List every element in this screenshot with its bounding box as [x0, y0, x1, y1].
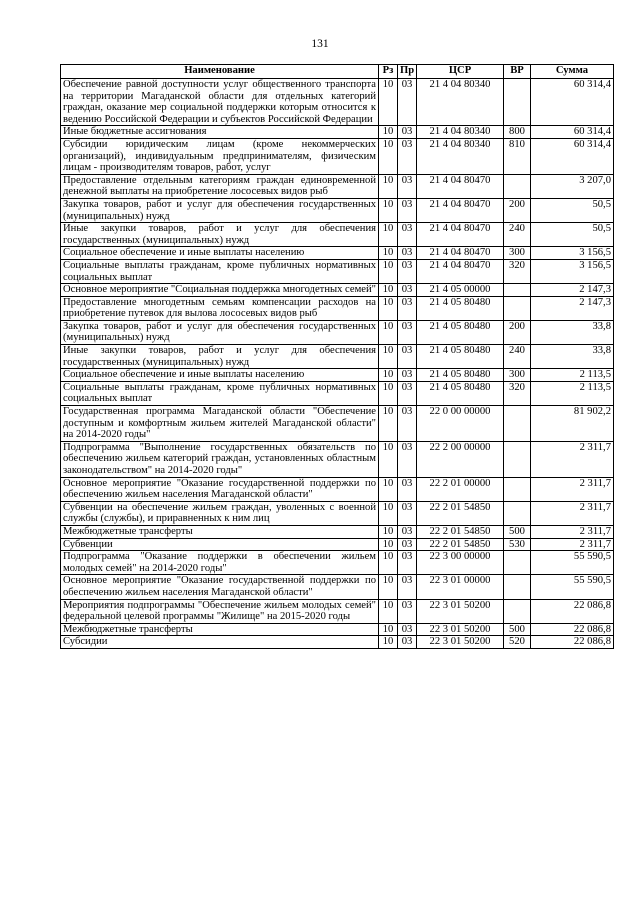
cell-pr: 03 — [398, 296, 417, 320]
cell-csr: 21 4 04 80470 — [417, 259, 504, 283]
cell-sum: 55 590,5 — [531, 551, 614, 575]
cell-csr: 22 3 01 50200 — [417, 623, 504, 636]
cell-sum: 22 086,8 — [531, 599, 614, 623]
cell-sum: 81 902,2 — [531, 406, 614, 442]
cell-name: Субсидии — [61, 636, 379, 649]
cell-rz: 10 — [379, 345, 398, 369]
cell-pr: 03 — [398, 223, 417, 247]
cell-rz: 10 — [379, 138, 398, 174]
cell-rz: 10 — [379, 223, 398, 247]
cell-csr: 22 2 01 54850 — [417, 525, 504, 538]
cell-vr: 240 — [504, 223, 531, 247]
table-row — [61, 406, 614, 442]
budget-table — [60, 64, 614, 649]
cell-rz: 10 — [379, 406, 398, 442]
cell-name: Иные закупки товаров, работ и услуг для обеспечения государственных (муниципальных) нужд — [61, 223, 379, 247]
table-body — [61, 79, 614, 649]
cell-sum: 3 207,0 — [531, 174, 614, 198]
table-row — [61, 223, 614, 247]
cell-rz: 10 — [379, 623, 398, 636]
cell-sum: 2 113,5 — [531, 369, 614, 382]
cell-sum: 55 590,5 — [531, 575, 614, 599]
cell-sum: 2 147,3 — [531, 284, 614, 297]
table-row — [61, 284, 614, 297]
cell-sum: 2 311,7 — [531, 525, 614, 538]
cell-name: Социальное обеспечение и иные выплаты населению — [61, 247, 379, 260]
cell-vr — [504, 284, 531, 297]
column-header-sum: Сумма — [531, 65, 614, 79]
column-header-pr: Пр — [398, 65, 417, 79]
cell-pr: 03 — [398, 138, 417, 174]
table-row — [61, 126, 614, 139]
cell-name: Государственная программа Магаданской области "Обеспечение доступным и комфортным жильем жителей Магаданской области" на 2014-2020 годы" — [61, 406, 379, 442]
cell-csr: 21 4 04 80340 — [417, 138, 504, 174]
cell-vr: 300 — [504, 247, 531, 260]
table-row — [61, 525, 614, 538]
cell-pr: 03 — [398, 623, 417, 636]
table-row — [61, 636, 614, 649]
table-row — [61, 381, 614, 405]
cell-vr — [504, 441, 531, 477]
cell-csr: 21 4 04 80470 — [417, 198, 504, 222]
cell-sum: 3 156,5 — [531, 247, 614, 260]
cell-pr: 03 — [398, 599, 417, 623]
cell-csr: 22 2 01 00000 — [417, 477, 504, 501]
cell-csr: 22 3 01 50200 — [417, 599, 504, 623]
table-row — [61, 551, 614, 575]
cell-rz: 10 — [379, 296, 398, 320]
cell-csr: 22 3 00 00000 — [417, 551, 504, 575]
table-row — [61, 369, 614, 382]
table-row — [61, 138, 614, 174]
cell-csr: 22 2 01 54850 — [417, 538, 504, 551]
cell-vr: 500 — [504, 623, 531, 636]
cell-pr: 03 — [398, 538, 417, 551]
cell-sum: 2 311,7 — [531, 538, 614, 551]
cell-name: Субсидии юридическим лицам (кроме некоммерческих организаций), индивидуальным предпринимателям, физическим лицам - производителям товаров, работ, услуг — [61, 138, 379, 174]
cell-pr: 03 — [398, 259, 417, 283]
cell-vr: 240 — [504, 345, 531, 369]
cell-pr: 03 — [398, 551, 417, 575]
cell-sum: 33,8 — [531, 320, 614, 344]
cell-csr: 22 2 01 54850 — [417, 501, 504, 525]
cell-pr: 03 — [398, 284, 417, 297]
cell-csr: 21 4 04 80470 — [417, 174, 504, 198]
cell-csr: 22 3 01 50200 — [417, 636, 504, 649]
cell-name: Социальные выплаты гражданам, кроме публичных нормативных социальных выплат — [61, 259, 379, 283]
cell-vr: 200 — [504, 320, 531, 344]
column-header-csr: ЦСР — [417, 65, 504, 79]
cell-sum: 22 086,8 — [531, 623, 614, 636]
table-row — [61, 247, 614, 260]
cell-pr: 03 — [398, 198, 417, 222]
cell-name: Межбюджетные трансферты — [61, 525, 379, 538]
page-number: 131 — [311, 38, 329, 50]
cell-vr — [504, 477, 531, 501]
column-header-name: Наименование — [61, 65, 379, 79]
cell-rz: 10 — [379, 599, 398, 623]
cell-sum: 2 311,7 — [531, 477, 614, 501]
cell-sum: 50,5 — [531, 223, 614, 247]
table-row — [61, 599, 614, 623]
cell-vr: 500 — [504, 525, 531, 538]
cell-csr: 21 4 05 80480 — [417, 345, 504, 369]
table-row — [61, 174, 614, 198]
cell-name: Закупка товаров, работ и услуг для обеспечения государственных (муниципальных) нужд — [61, 198, 379, 222]
table-row — [61, 198, 614, 222]
cell-csr: 22 2 00 00000 — [417, 441, 504, 477]
cell-vr: 320 — [504, 259, 531, 283]
cell-rz: 10 — [379, 284, 398, 297]
cell-rz: 10 — [379, 381, 398, 405]
cell-csr: 21 4 05 80480 — [417, 296, 504, 320]
cell-rz: 10 — [379, 538, 398, 551]
cell-rz: 10 — [379, 259, 398, 283]
table-row — [61, 501, 614, 525]
cell-csr: 21 4 04 80340 — [417, 126, 504, 139]
cell-rz: 10 — [379, 636, 398, 649]
cell-vr: 200 — [504, 198, 531, 222]
table-row — [61, 79, 614, 126]
cell-name: Подпрограмма "Выполнение государственных обязательств по обеспечению жильем категорий граждан, установленных областным законодательством" на 2014-2020 годы" — [61, 441, 379, 477]
cell-vr — [504, 406, 531, 442]
cell-name: Мероприятия подпрограммы "Обеспечение жильем молодых семей" федеральной целевой программы "Жилище" на 2015-2020 годы — [61, 599, 379, 623]
cell-rz: 10 — [379, 441, 398, 477]
cell-vr: 530 — [504, 538, 531, 551]
cell-sum: 60 314,4 — [531, 79, 614, 126]
cell-vr — [504, 501, 531, 525]
cell-pr: 03 — [398, 247, 417, 260]
cell-name: Основное мероприятие "Оказание государственной поддержки по обеспечению жильем населения Магаданской области" — [61, 575, 379, 599]
cell-pr: 03 — [398, 320, 417, 344]
cell-sum: 50,5 — [531, 198, 614, 222]
cell-vr: 300 — [504, 369, 531, 382]
cell-pr: 03 — [398, 369, 417, 382]
cell-sum: 2 311,7 — [531, 441, 614, 477]
cell-vr — [504, 296, 531, 320]
table-row — [61, 345, 614, 369]
table-row — [61, 296, 614, 320]
cell-name: Обеспечение равной доступности услуг общественного транспорта на территории Магаданской области для отдельных категорий граждан, оказание мер социальной поддержки которым относится к ведению Российской Федерации и субъектов Российской Федерации — [61, 79, 379, 126]
cell-name: Предоставление многодетным семьям компенсации расходов на приобретение путевок для вылова лососевых видов рыб — [61, 296, 379, 320]
cell-name: Предоставление отдельным категориям граждан единовременной денежной выплаты на приобретение лососевых видов рыб — [61, 174, 379, 198]
cell-vr — [504, 599, 531, 623]
cell-rz: 10 — [379, 477, 398, 501]
cell-csr: 21 4 05 80480 — [417, 320, 504, 344]
cell-vr — [504, 575, 531, 599]
cell-csr: 21 4 05 80480 — [417, 369, 504, 382]
cell-vr: 800 — [504, 126, 531, 139]
column-header-vr: ВР — [504, 65, 531, 79]
cell-pr: 03 — [398, 575, 417, 599]
cell-rz: 10 — [379, 174, 398, 198]
cell-name: Подпрограмма "Оказание поддержки в обеспечении жильем молодых семей" на 2014-2020 годы" — [61, 551, 379, 575]
cell-vr: 320 — [504, 381, 531, 405]
table-row — [61, 575, 614, 599]
cell-name: Закупка товаров, работ и услуг для обеспечения государственных (муниципальных) нужд — [61, 320, 379, 344]
table-row — [61, 477, 614, 501]
cell-rz: 10 — [379, 320, 398, 344]
cell-csr: 21 4 04 80470 — [417, 247, 504, 260]
cell-name: Социальное обеспечение и иные выплаты населению — [61, 369, 379, 382]
cell-csr: 22 3 01 00000 — [417, 575, 504, 599]
cell-rz: 10 — [379, 369, 398, 382]
cell-csr: 21 4 05 80480 — [417, 381, 504, 405]
cell-rz: 10 — [379, 575, 398, 599]
cell-rz: 10 — [379, 198, 398, 222]
cell-name: Субвенции — [61, 538, 379, 551]
cell-rz: 10 — [379, 79, 398, 126]
cell-name: Основное мероприятие "Оказание государственной поддержки по обеспечению жильем населения Магаданской области" — [61, 477, 379, 501]
cell-name: Иные бюджетные ассигнования — [61, 126, 379, 139]
cell-name: Основное мероприятие "Социальная поддержка многодетных семей" — [61, 284, 379, 297]
cell-pr: 03 — [398, 525, 417, 538]
cell-sum: 3 156,5 — [531, 259, 614, 283]
cell-vr — [504, 551, 531, 575]
cell-pr: 03 — [398, 381, 417, 405]
cell-name: Субвенции на обеспечение жильем граждан, уволенных с военной службы (службы), и приравненных к ним лиц — [61, 501, 379, 525]
cell-csr: 21 4 04 80470 — [417, 223, 504, 247]
cell-sum: 33,8 — [531, 345, 614, 369]
cell-sum: 22 086,8 — [531, 636, 614, 649]
cell-sum: 2 311,7 — [531, 501, 614, 525]
cell-pr: 03 — [398, 174, 417, 198]
cell-csr: 22 0 00 00000 — [417, 406, 504, 442]
cell-sum: 60 314,4 — [531, 138, 614, 174]
cell-vr: 810 — [504, 138, 531, 174]
cell-rz: 10 — [379, 126, 398, 139]
cell-vr — [504, 174, 531, 198]
cell-pr: 03 — [398, 406, 417, 442]
table-row — [61, 320, 614, 344]
table-header-row — [61, 65, 614, 79]
cell-sum: 2 113,5 — [531, 381, 614, 405]
cell-name: Иные закупки товаров, работ и услуг для обеспечения государственных (муниципальных) нужд — [61, 345, 379, 369]
column-header-rz: Рз — [379, 65, 398, 79]
cell-rz: 10 — [379, 525, 398, 538]
cell-pr: 03 — [398, 126, 417, 139]
cell-pr: 03 — [398, 79, 417, 126]
cell-csr: 21 4 05 00000 — [417, 284, 504, 297]
cell-name: Межбюджетные трансферты — [61, 623, 379, 636]
cell-rz: 10 — [379, 247, 398, 260]
table-row — [61, 538, 614, 551]
cell-rz: 10 — [379, 501, 398, 525]
table-row — [61, 259, 614, 283]
cell-vr: 520 — [504, 636, 531, 649]
cell-pr: 03 — [398, 345, 417, 369]
table-row — [61, 441, 614, 477]
cell-name: Социальные выплаты гражданам, кроме публичных нормативных социальных выплат — [61, 381, 379, 405]
cell-pr: 03 — [398, 477, 417, 501]
table-row — [61, 623, 614, 636]
cell-sum: 2 147,3 — [531, 296, 614, 320]
cell-pr: 03 — [398, 636, 417, 649]
cell-csr: 21 4 04 80340 — [417, 79, 504, 126]
cell-pr: 03 — [398, 441, 417, 477]
cell-rz: 10 — [379, 551, 398, 575]
cell-sum: 60 314,4 — [531, 126, 614, 139]
cell-vr — [504, 79, 531, 126]
cell-pr: 03 — [398, 501, 417, 525]
